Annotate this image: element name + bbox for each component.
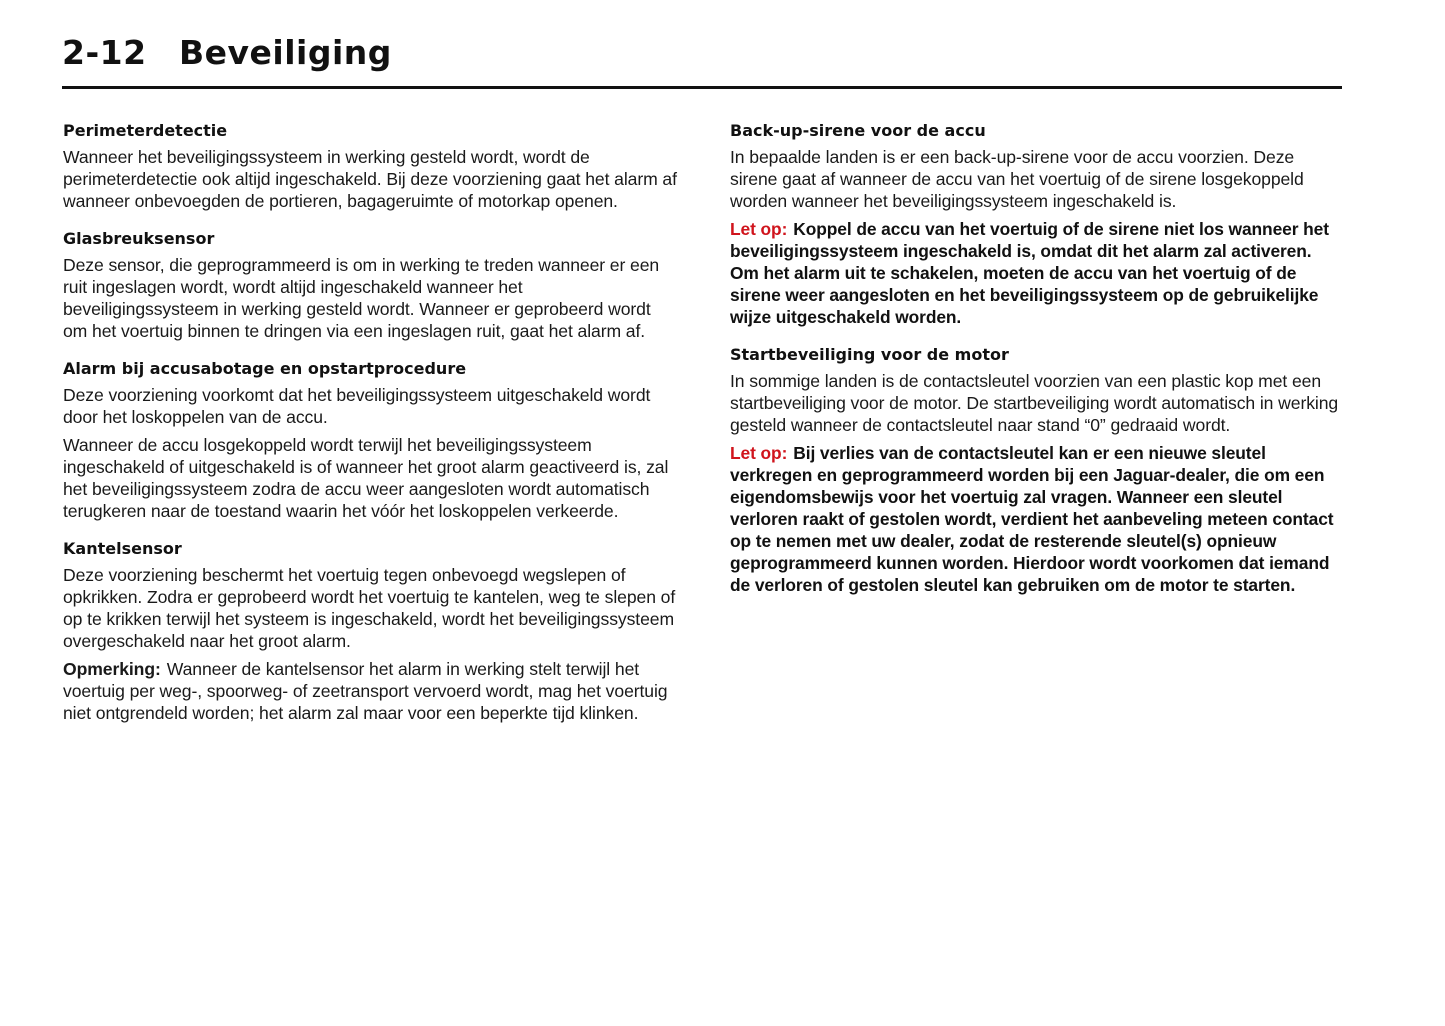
section-paragraph: In sommige landen is de contactsleutel voorzien van een plastic kop met een startbeveiliging voor de motor. De startbeveiliging wordt automatisch in werking gesteld wanneer de contactsleutel naar stand “0” gedraaid wordt. bbox=[730, 371, 1339, 435]
warning-text: Bij verlies van de contactsleutel kan er een nieuwe sleutel verkregen en geprogrammeerd worden bij een Jaguar-dealer, die om een eigendomsbewijs voor het voertuig zal vragen. Wanneer een sleutel verloren raakt of gestolen wordt, verdient het aanbeveling meteen contact op te nemen met uw dealer, zodat de resterende sleutel(s) opnieuw geprogrammeerd kunnen worden. Hierdoor wordt voorkomen dat iemand de verloren of gestolen sleutel kan gebruiken om de motor te starten. bbox=[730, 443, 1334, 595]
section-startbeveiliging bbox=[730, 343, 1345, 596]
section-kantelsensor bbox=[63, 537, 678, 724]
section-heading: Glasbreuksensor bbox=[63, 229, 215, 248]
right-column bbox=[730, 119, 1345, 611]
section-heading: Kantelsensor bbox=[63, 539, 182, 558]
section-paragraph: Deze voorziening beschermt het voertuig tegen onbevoegd wegslepen of opkrikken. Zodra er geprobeerd wordt het voertuig te kantelen, weg te slepen of op te krikken terwijl het systeem is ingeschakeld, wordt het beveiligingssysteem overgeschakeld naar het groot alarm. bbox=[63, 565, 676, 651]
section-heading: Startbeveiliging voor de motor bbox=[730, 345, 1009, 364]
section-perimeterdetectie bbox=[63, 119, 678, 212]
section-heading: Perimeterdetectie bbox=[63, 121, 228, 140]
page-header bbox=[62, 30, 1342, 76]
page-number: 2-12 bbox=[62, 33, 147, 72]
warning-paragraph bbox=[730, 442, 1345, 596]
warning-label: Let op: bbox=[730, 443, 788, 463]
section-paragraph: Wanneer het beveiligingssysteem in werking gesteld wordt, wordt de perimeterdetectie ook altijd ingeschakeld. Bij deze voorziening gaat het alarm af wanneer onbevoegden de portieren, bagageruimte of motorkap openen. bbox=[63, 147, 677, 211]
header-rule bbox=[62, 86, 1342, 89]
section-backup-sirene bbox=[730, 119, 1345, 328]
section-accusabotage bbox=[63, 357, 678, 522]
note-paragraph bbox=[63, 658, 678, 724]
section-heading: Back-up-sirene voor de accu bbox=[730, 121, 986, 140]
page-title bbox=[62, 30, 1342, 76]
chapter-title: Beveiliging bbox=[179, 33, 392, 72]
warning-text: Koppel de accu van het voertuig of de sirene niet los wanneer het beveiligingssysteem ingeschakeld is, omdat dit het alarm zal activeren. Om het alarm uit te schakelen, moeten de accu van het voertuig of de sirene weer aangesloten en het beveiligingssysteem op de gebruikelijke wijze uitgeschakeld worden. bbox=[730, 219, 1329, 327]
section-paragraph: Wanneer de accu losgekoppeld wordt terwijl het beveiligingssysteem ingeschakeld of uitgeschakeld is of wanneer het groot alarm geactiveerd is, zal het beveiligingssysteem zodra de accu weer aangesloten wordt automatisch terugkeren naar de toestand waarin het vóór het loskoppelen verkeerde. bbox=[63, 435, 669, 521]
section-glasbreuksensor bbox=[63, 227, 678, 342]
section-heading: Alarm bij accusabotage en opstartprocedure bbox=[63, 359, 467, 378]
note-text: Wanneer de kantelsensor het alarm in werking stelt terwijl het voertuig per weg-, spoorweg- of zeetransport vervoerd wordt, mag het voertuig niet ontgrendeld worden; het alarm zal maar voor een beperkte tijd klinken. bbox=[63, 659, 668, 723]
section-paragraph: In bepaalde landen is er een back-up-sirene voor de accu voorzien. Deze sirene gaat af wanneer de accu van het voertuig of de sirene losgekoppeld worden wanneer het beveiligingssysteem ingeschakeld is. bbox=[730, 147, 1304, 211]
warning-label: Let op: bbox=[730, 219, 788, 239]
left-column bbox=[63, 119, 678, 739]
section-paragraph: Deze sensor, die geprogrammeerd is om in werking te treden wanneer er een ruit ingeslagen wordt, wordt altijd ingeschakeld wanneer het beveiligingssysteem in werking gesteld wordt. Wanneer er geprobeerd wordt om het voertuig binnen te dringen via een ingeslagen ruit, gaat het alarm af. bbox=[63, 255, 660, 341]
warning-paragraph bbox=[730, 218, 1345, 328]
note-label: Opmerking: bbox=[63, 659, 161, 679]
section-paragraph: Deze voorziening voorkomt dat het beveiligingssysteem uitgeschakeld wordt door het loskoppelen van de accu. bbox=[63, 385, 651, 427]
